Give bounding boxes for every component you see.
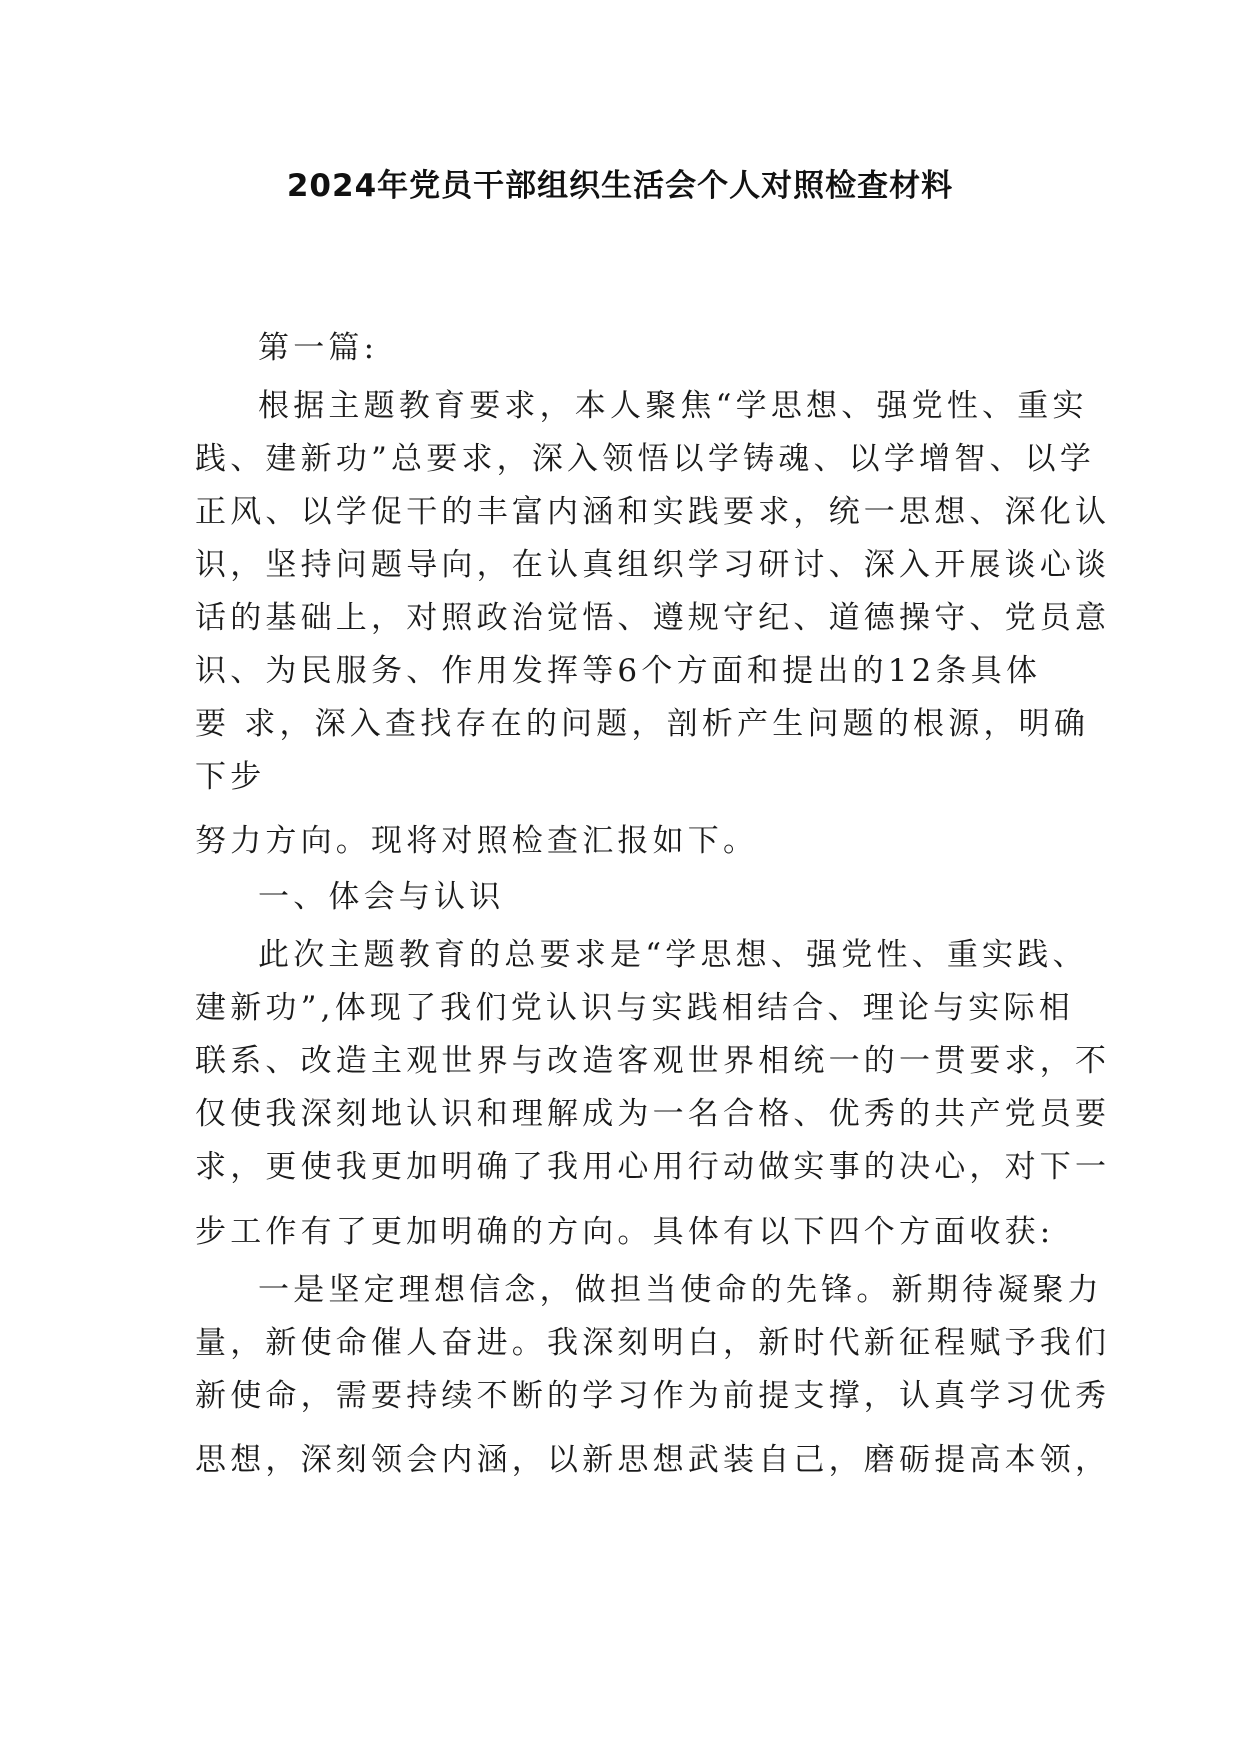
- paragraph-line: 量，新使命催人奋进。我深刻明白，新时代新征程赋予我们: [195, 1325, 1111, 1361]
- paragraph-line: 联系、改造主观世界与改造客观世界相统一的一贯要求，不: [195, 1043, 1111, 1079]
- paragraph-line: 此次主题教育的总要求是“学思想、强党性、重实践、: [258, 937, 1088, 973]
- paragraph-line: 努力方向。现将对照检查汇报如下。: [195, 823, 759, 859]
- paragraph-line: 话的基础上，对照政治觉悟、遵规守纪、道德操守、党员意: [195, 600, 1111, 636]
- paragraph-line: 仅使我深刻地认识和理解成为一名合格、优秀的共产党员要: [195, 1096, 1111, 1132]
- paragraph-line: 根据主题教育要求，本人聚焦“学思想、强党性、重实: [258, 388, 1088, 424]
- paragraph-line: 求，更使我更加明确了我用心用行动做实事的决心，对下一: [195, 1149, 1111, 1185]
- paragraph-line: 要 求，深入查找存在的问题，剖析产生问题的根源，明确: [195, 706, 1090, 742]
- paragraph-line: 思想，深刻领会内涵，以新思想武装自己，磨砺提高本领，: [195, 1442, 1111, 1478]
- section-heading: 一、体会与认识: [258, 879, 505, 915]
- paragraph-line: 识，坚持问题导向，在认真组织学习研讨、深入开展谈心谈: [195, 547, 1111, 583]
- paragraph-line: 识、为民服务、作用发挥等6个方面和提出的12条具体: [195, 653, 1042, 689]
- section-heading-part-one: 第一篇:: [258, 330, 379, 366]
- paragraph-line: 一是坚定理想信念，做担当使命的先锋。新期待凝聚力: [258, 1272, 1103, 1308]
- paragraph-line: 践、建新功”总要求，深入领悟以学铸魂、以学增智、以学: [195, 441, 1096, 477]
- paragraph-line: 新使命，需要持续不断的学习作为前提支撑，认真学习优秀: [195, 1378, 1111, 1414]
- document-title: 2024年党员干部组织生活会个人对照检查材料: [286, 168, 954, 204]
- paragraph-line: 步工作有了更加明确的方向。具体有以下四个方面收获:: [195, 1214, 1055, 1250]
- paragraph-line: 建新功”,体现了我们党认识与实践相结合、理论与实际相: [195, 990, 1074, 1026]
- paragraph-line: 正风、以学促干的丰富内涵和实践要求，统一思想、深化认: [195, 494, 1111, 530]
- paragraph-line: 下步: [195, 759, 266, 795]
